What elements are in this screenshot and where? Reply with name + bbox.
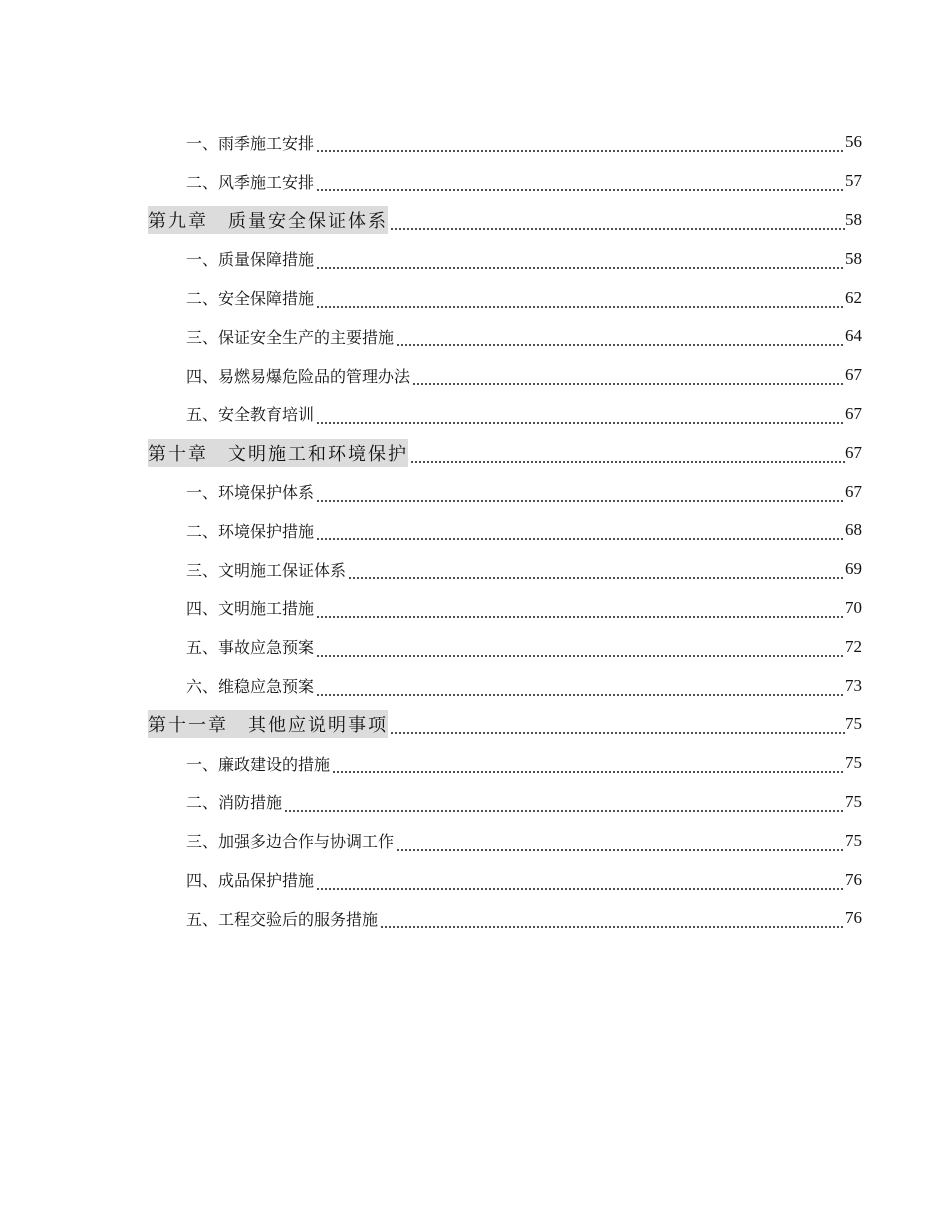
toc-entry-windy-season[interactable] — [0, 162, 862, 201]
toc-leader-dots — [396, 838, 845, 852]
toc-entry-product-protection[interactable] — [0, 860, 862, 899]
toc-entry-title: 一、环境保护体系 — [186, 483, 315, 503]
toc-entry-title: 五、事故应急预案 — [186, 638, 315, 658]
toc-entry-page: 68 — [845, 520, 862, 540]
toc-entry-title: 二、环境保护措施 — [186, 521, 315, 541]
toc-leader-dots — [410, 450, 845, 464]
toc-leader-dots — [380, 915, 845, 929]
toc-leader-dots — [316, 644, 845, 658]
toc-entry-page: 57 — [845, 171, 862, 191]
toc-entry-page: 75 — [845, 791, 862, 811]
table-of-contents — [0, 123, 950, 938]
toc-entry-page: 67 — [845, 442, 862, 462]
toc-leader-dots — [316, 295, 845, 309]
toc-entry-page: 67 — [845, 365, 862, 385]
toc-entry-title: 二、消防措施 — [186, 793, 283, 813]
toc-leader-dots — [348, 566, 845, 580]
toc-entry-accident-plan[interactable] — [0, 627, 862, 666]
toc-entry-safe-production[interactable] — [0, 317, 862, 356]
toc-entry-title: 二、安全保障措施 — [186, 289, 315, 309]
toc-entry-hazardous-goods[interactable] — [0, 356, 862, 395]
toc-entry-quality-measures[interactable] — [0, 239, 862, 278]
toc-leader-dots — [390, 217, 845, 231]
toc-entry-fire-protection[interactable] — [0, 783, 862, 822]
toc-chapter-title: 第九章 质量安全保证体系 — [148, 206, 388, 234]
toc-entry-page: 75 — [845, 714, 862, 734]
toc-chapter-9[interactable] — [0, 201, 862, 240]
toc-entry-env-system[interactable] — [0, 472, 862, 511]
toc-entry-title: 四、易燃易爆危险品的管理办法 — [186, 366, 411, 386]
toc-leader-dots — [412, 372, 845, 386]
toc-leader-dots — [396, 333, 845, 347]
toc-chapter-title: 第十章 文明施工和环境保护 — [148, 439, 408, 467]
toc-entry-rainy-season[interactable] — [0, 123, 862, 162]
toc-entry-page: 67 — [845, 403, 862, 423]
toc-entry-page: 62 — [845, 287, 862, 307]
toc-leader-dots — [316, 605, 845, 619]
toc-leader-dots — [284, 799, 845, 813]
toc-entry-title: 五、工程交验后的服务措施 — [186, 909, 379, 929]
toc-entry-page: 64 — [845, 326, 862, 346]
toc-chapter-10[interactable] — [0, 433, 862, 472]
toc-chapter-11[interactable] — [0, 705, 862, 744]
toc-entry-page: 75 — [845, 830, 862, 850]
toc-entry-page: 73 — [845, 675, 862, 695]
toc-entry-title: 二、风季施工安排 — [186, 172, 315, 192]
toc-entry-title: 三、文明施工保证体系 — [186, 560, 347, 580]
toc-entry-title: 三、保证安全生产的主要措施 — [186, 327, 395, 347]
toc-entry-page: 69 — [845, 559, 862, 579]
toc-chapter-title: 第十一章 其他应说明事项 — [148, 710, 388, 738]
toc-entry-safety-training[interactable] — [0, 395, 862, 434]
toc-entry-cooperation[interactable] — [0, 821, 862, 860]
toc-entry-title: 四、成品保护措施 — [186, 871, 315, 891]
toc-leader-dots — [316, 527, 845, 541]
toc-entry-integrity[interactable] — [0, 744, 862, 783]
toc-leader-dots — [316, 489, 845, 503]
toc-entry-page: 67 — [845, 481, 862, 501]
toc-entry-after-service[interactable] — [0, 899, 862, 938]
toc-entry-page: 75 — [845, 753, 862, 773]
toc-entry-title: 六、维稳应急预案 — [186, 677, 315, 697]
toc-entry-env-measures[interactable] — [0, 511, 862, 550]
toc-leader-dots — [316, 411, 845, 425]
toc-entry-page: 76 — [845, 908, 862, 928]
toc-entry-title: 三、加强多边合作与协调工作 — [186, 832, 395, 852]
toc-entry-page: 58 — [845, 248, 862, 268]
toc-entry-stability-plan[interactable] — [0, 666, 862, 705]
toc-entry-page: 76 — [845, 869, 862, 889]
toc-leader-dots — [316, 139, 845, 153]
toc-leader-dots — [332, 760, 845, 774]
toc-leader-dots — [316, 178, 845, 192]
toc-entry-safety-measures[interactable] — [0, 278, 862, 317]
toc-entry-title: 五、安全教育培训 — [186, 405, 315, 425]
toc-entry-title: 一、廉政建设的措施 — [186, 754, 331, 774]
toc-entry-page: 58 — [845, 209, 862, 229]
toc-leader-dots — [316, 683, 845, 697]
toc-entry-title: 一、雨季施工安排 — [186, 133, 315, 153]
toc-entry-page: 56 — [845, 132, 862, 152]
toc-leader-dots — [316, 877, 845, 891]
toc-entry-page: 72 — [845, 636, 862, 656]
toc-entry-page: 70 — [845, 597, 862, 617]
toc-entry-civilized-system[interactable] — [0, 550, 862, 589]
toc-entry-title: 四、文明施工措施 — [186, 599, 315, 619]
toc-entry-civilized-measures[interactable] — [0, 589, 862, 628]
toc-leader-dots — [390, 721, 845, 735]
toc-leader-dots — [316, 256, 845, 270]
toc-entry-title: 一、质量保障措施 — [186, 250, 315, 270]
